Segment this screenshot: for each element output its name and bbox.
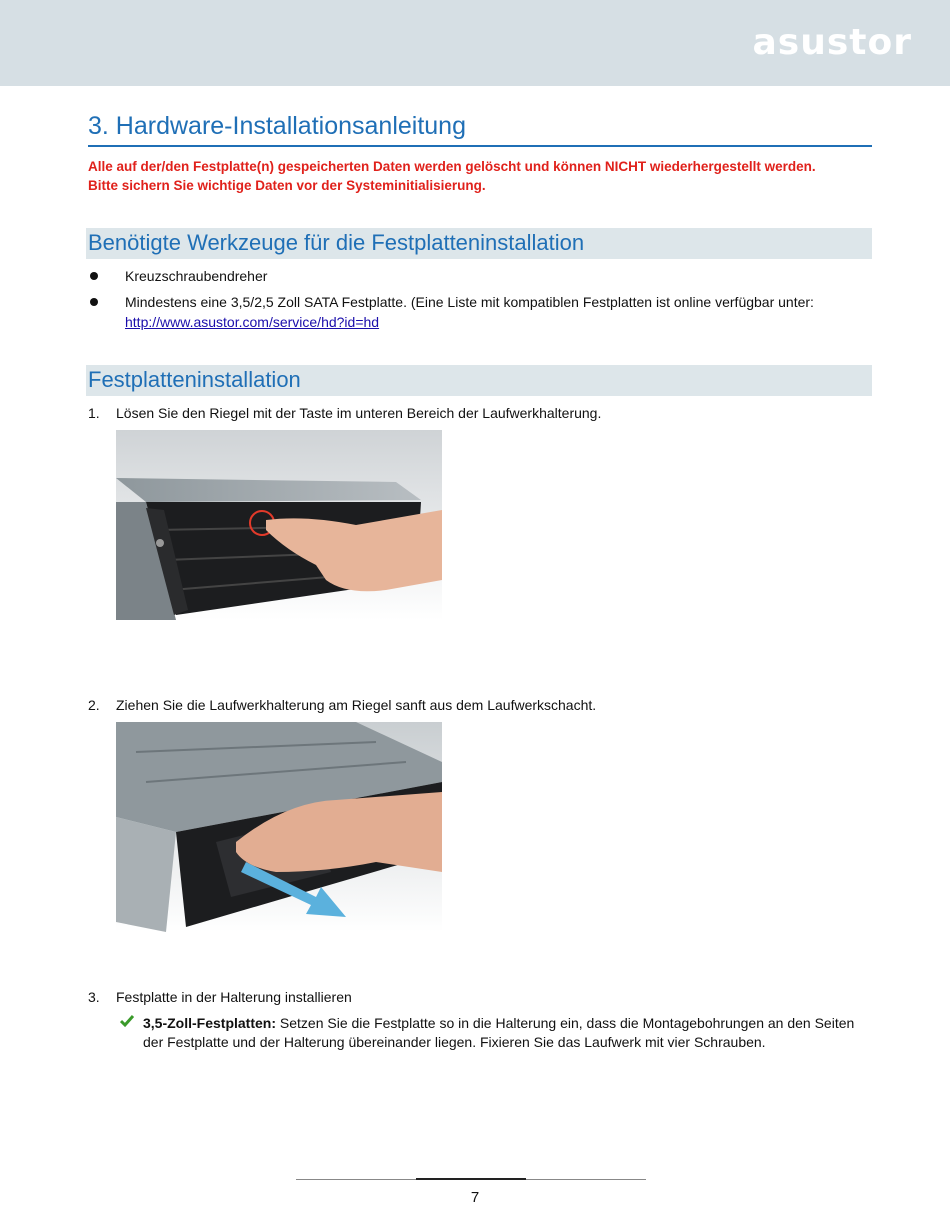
footer-divider-accent xyxy=(416,1178,526,1180)
list-item-text: Kreuzschraubendreher xyxy=(125,268,268,284)
nas-tray-pull-out-photo xyxy=(116,722,442,932)
nas-tray-latch-button-photo xyxy=(116,430,442,620)
sub-item-body: Setzen Sie die Festplatte so in die Halterung ein, dass die Montagebohrungen an den Seiten der Festplatte und der Halterung übereinander liegen. Fixieren Sie das Laufwerk mit vier Schrauben. xyxy=(143,1015,855,1050)
bullet-icon xyxy=(90,298,98,306)
step-number: 3. xyxy=(88,989,100,1005)
sub-item-label: 3,5-Zoll-Festplatten: xyxy=(143,1015,277,1031)
warning-line-1: Alle auf der/den Festplatte(n) gespeicherten Daten werden gelöscht und können NICHT wiederhergestellt werden. xyxy=(88,159,816,174)
sub-item-text xyxy=(143,1014,863,1052)
warning-line-2: Bitte sichern Sie wichtige Daten vor der Systeminitialisierung. xyxy=(88,178,486,193)
page-number: 7 xyxy=(470,1189,480,1206)
list-item-text-block xyxy=(125,292,875,332)
list-item-text: Mindestens eine 3,5/2,5 Zoll SATA Festplatte. (Eine Liste mit kompatiblen Festplatten ist online verfügbar unter: xyxy=(125,294,814,310)
chapter-title: 3. Hardware-Installationsanleitung xyxy=(88,112,872,147)
checkmark-icon xyxy=(120,1014,134,1033)
bullet-icon xyxy=(90,272,98,280)
step-text: Lösen Sie den Riegel mit der Taste im unteren Bereich der Laufwerkhalterung. xyxy=(116,405,602,421)
compatibility-list-link[interactable]: http://www.asustor.com/service/hd?id=hd xyxy=(125,314,380,330)
step-number: 1. xyxy=(88,405,100,421)
install-section-heading xyxy=(86,365,872,396)
step-text: Festplatte in der Halterung installieren xyxy=(116,989,352,1005)
step-text: Ziehen Sie die Laufwerkhalterung am Riegel sanft aus dem Laufwerkschacht. xyxy=(116,697,597,713)
asustor-logo: asustor xyxy=(752,22,912,63)
data-loss-warning xyxy=(88,157,878,195)
step-number: 2. xyxy=(88,697,100,713)
install-heading-text: Festplatteninstallation xyxy=(88,367,301,392)
tools-section-heading xyxy=(86,228,872,259)
tools-heading-text: Benötigte Werkzeuge für die Festplatteninstallation xyxy=(88,230,585,255)
